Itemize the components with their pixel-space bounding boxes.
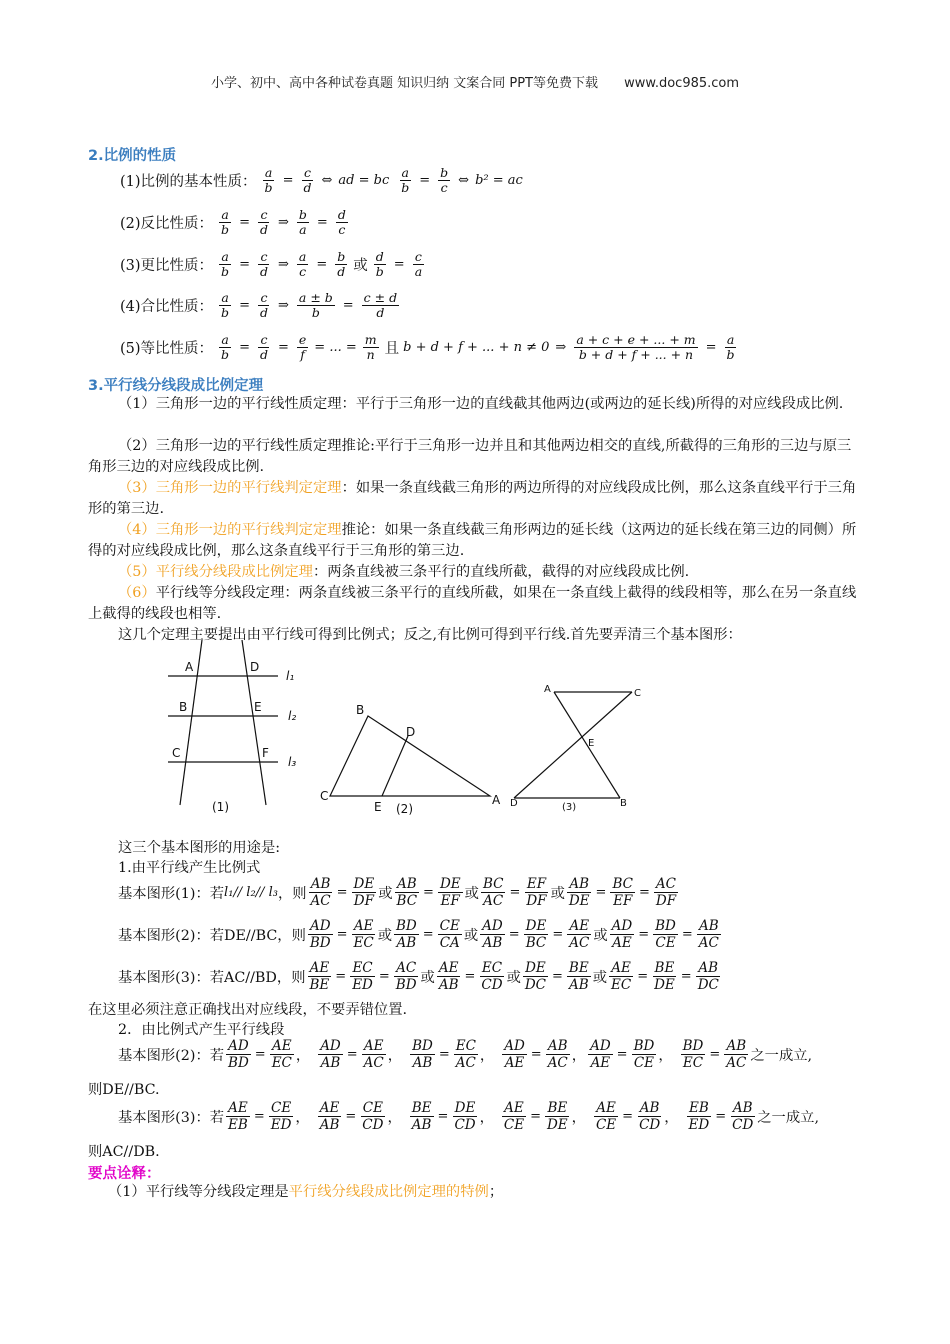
- fig1-point-c: C: [172, 746, 181, 760]
- fig3-point-c: C: [634, 688, 641, 699]
- and-text: 且: [384, 341, 400, 357]
- property-3-label: (3)更比性质：: [120, 258, 214, 274]
- intro-text: 这几个定理主要提出由平行线可得到比例式；反之,有比例可得到平行线.首先要弄清三个基本图形：: [118, 627, 742, 643]
- key-point-1: （1）平行线等分线段定理是平行线分线段成比例定理的特例；: [108, 1184, 504, 1200]
- formula-figure-3: 基本图形(3)：若AC//BD，则 $\frac{AE}{BE}$ = $\frac{EC}{ED}$ = $\frac{AC}{BD}$ 或 $\frac{AE}{AB}$ = $\frac{EC}{CD}$ 或 $\frac{DE}{DC}$ = $\frac{BE}{AB}$ 或 $\frac{AE}{EC}$ = $\frac{BE}{DE}$ = $\frac{AB}{DC}$: [118, 960, 719, 993]
- section-title-parallel: 3.平行线分线段成比例定理: [88, 378, 264, 394]
- criterion-3-label: 基本图形(3)：若: [118, 1109, 225, 1126]
- theorem-6-text: 平行线等分线段定理：两条直线被三条平行的直线所截，如果在一条直线上截得的线段相等，那么在另一条直线上截得的线段也相等.: [88, 585, 857, 622]
- figure-3: [514, 692, 632, 798]
- property-4: (4)合比性质： $\frac{a}{b}$ = $\frac{c}{d}$ ⇒ $\frac{a \pm b}{b}$ = $\frac{c \pm d}{d}$: [120, 290, 398, 320]
- fig1-point-b: B: [179, 700, 188, 714]
- basic-figures: [150, 640, 830, 825]
- fig1-point-d: D: [250, 660, 260, 674]
- theorem-3-highlight: （3）三角形一边的平行线判定定理: [118, 480, 342, 496]
- uses-text: 这三个基本图形的用途是:: [118, 840, 281, 856]
- theorem-2: （2）三角形一边的平行线性质定理推论:平行于三角形一边并且和其他两边相交的直线,所截得的三角形的三边与原三角形三边的对应线段成比例.: [88, 438, 852, 475]
- fig2-point-a: A: [492, 793, 501, 807]
- formula-figure-2: 基本图形(2)：若DE//BC，则 $\frac{AD}{BD}$ = $\frac{AE}{EC}$ 或 $\frac{BD}{AB}$ = $\frac{CE}{CA}$ 或 $\frac{AD}{AB}$ = $\frac{DE}{BC}$ = $\frac{AE}{AC}$ 或 $\frac{AD}{AE}$ = $\frac{BD}{CE}$ = $\frac{AB}{AC}$: [118, 918, 719, 951]
- heading-ratio-to-parallel: 2．由比例式产生平行线段: [118, 1022, 285, 1038]
- sum-condition: b + d + f + ... + n ≠ 0: [403, 340, 550, 355]
- criterion-figure-3: 基本图形(3)：若 $\frac{AE}{EB}$ = $\frac{CE}{ED}$ ， $\frac{AE}{AB}$ = $\frac{CE}{CD}$ ， $\frac{BE}{AB}$ = $\frac{DE}{CD}$ ， $\frac{AE}{CE}$ = $\frac{BE}{DE}$ ， $\frac{AE}{CE}$ = $\frac{AB}{CD}$ ， $\frac{EB}{ED}$ = $\frac{AB}{CD}$ 之一成立,: [118, 1100, 819, 1133]
- theorem-5: [88, 562, 858, 583]
- theorem-5-highlight: （5）平行线分线段成比例定理: [118, 564, 313, 580]
- property-4-label: (4)合比性质：: [120, 299, 214, 315]
- key-point-1-highlight: 平行线分线段成比例定理的特例: [288, 1184, 489, 1200]
- fig1-line-l2: l₂: [288, 709, 297, 723]
- theorem-6-highlight: （6）: [118, 585, 156, 601]
- theorem-5-text: ：两条直线被三条平行的直线所截，截得的对应线段成比例.: [312, 564, 690, 580]
- fig3-point-d: D: [510, 798, 518, 809]
- fig1-line-l3: l₃: [288, 755, 297, 769]
- fig2-point-d: D: [406, 725, 416, 739]
- fig1-condition: l₁// l₂// l₃: [224, 885, 278, 900]
- property-5: (5)等比性质： $\frac{a}{b}$ = $\frac{c}{d}$ = $\frac{e}{f}$ = ... = $\frac{m}{n}$ 且 b + d + f + ... + n ≠ 0 ⇒ $\frac{a + c + e + ... + m}{b + d + f + ... + n}$ = $\frac{a}{b}$: [120, 332, 735, 362]
- one-holds-text: 之一成立,: [750, 1047, 813, 1064]
- fig3-point-b: B: [620, 798, 627, 809]
- or-text: 或: [353, 258, 368, 274]
- theorem-4: [88, 520, 858, 562]
- figure-3-labels: [510, 684, 641, 813]
- note-text: 在这里必须注意正确找出对应线段，不要弄错位置.: [88, 1002, 408, 1018]
- fig1-point-f: F: [262, 746, 269, 760]
- criterion-2-label: 基本图形(2)：若: [118, 1047, 225, 1064]
- criterion-figure-2: 基本图形(2)：若 $\frac{AD}{BD}$ = $\frac{AE}{EC}$ ， $\frac{AD}{AB}$ = $\frac{AE}{AC}$ ， $\frac{BD}{AB}$ = $\frac{EC}{AC}$ ， $\frac{AD}{AE}$ = $\frac{AB}{AC}$ ， $\frac{AD}{AE}$ = $\frac{BD}{CE}$ ， $\frac{BD}{EC}$ = $\frac{AB}{AC}$ 之一成立,: [118, 1038, 813, 1071]
- theorem-1: （1）三角形一边的平行线性质定理：平行于三角形一边的直线截其他两边(或两边的延长线)所得的对应线段成比例.: [118, 396, 844, 412]
- fig1-caption: (1): [212, 800, 229, 814]
- fig1-point-e: E: [254, 700, 262, 714]
- section-title-proportion: 2.比例的性质: [88, 148, 177, 164]
- fig2-formula-label: 基本图形(2)：若DE//BC，则: [118, 927, 306, 944]
- fig1-formula-label: 基本图形(1)：若: [118, 885, 225, 902]
- property-2: (2)反比性质： $\frac{a}{b}$ = $\frac{c}{d}$ ⇒ $\frac{b}{a}$ = $\frac{d}{c}$: [120, 207, 346, 237]
- ellipsis: = ... =: [314, 340, 357, 355]
- fig3-formula-label: 基本图形(3)：若AC//BD，则: [118, 969, 306, 986]
- formula-b2-ac: b² = ac: [475, 173, 523, 188]
- conclusion-ac-db: 则AC//DB.: [88, 1144, 160, 1160]
- fig3-point-a: A: [544, 684, 551, 695]
- property-1: (1)比例的基本性质： $\frac{a}{b}$ = $\frac{c}{d}$ ⇔ ad = bc $\frac{a}{b}$ = $\frac{b}{c}$ ⇔ b² = ac: [120, 165, 523, 195]
- property-5-label: (5)等比性质：: [120, 341, 214, 357]
- theorem-4-highlight: （4）三角形一边的平行线判定定理: [118, 522, 342, 538]
- then-text: ，则: [277, 885, 307, 902]
- fig3-caption: (3): [562, 802, 577, 813]
- theorem-3-text: ：如果一条直线截三角形的两边所得的对应线段成比例，那么这条直线平行于三角形的第三边.: [88, 480, 857, 517]
- header-text: 小学、初中、高中各种试卷真题 知识归纳 文案合同 PPT等免费下载: [210, 76, 598, 91]
- fig2-point-c: C: [320, 789, 329, 803]
- theorem-4-text: 推论：如果一条直线截三角形两边的延长线（这两边的延长线在第三边的同侧）所得的对应线段成比例，那么这条直线平行于三角形的第三边.: [88, 522, 857, 559]
- fig2-point-b: B: [356, 703, 365, 717]
- fig2-caption: (2): [396, 802, 413, 816]
- heading-parallel-to-ratio: 1.由平行线产生比例式: [118, 860, 261, 876]
- figure-1-labels: [172, 660, 296, 814]
- fig1-line-l1: l₁: [286, 669, 295, 683]
- property-1-label: (1)比例的基本性质：: [120, 174, 257, 190]
- property-2-label: (2)反比性质：: [120, 216, 214, 232]
- theorem-6: [88, 583, 858, 625]
- formula-figure-1: 基本图形(1)：若 l₁// l₂// l₃ ，则 $\frac{AB}{AC}$ = $\frac{DE}{DF}$ 或 $\frac{AB}{BC}$ = $\frac{DE}{EF}$ 或 $\frac{BC}{AC}$ = $\frac{EF}{DF}$ 或 $\frac{AB}{DE}$ = $\frac{BC}{EF}$ = $\frac{AC}{DF}$: [118, 876, 677, 909]
- theorem-3: [88, 478, 858, 520]
- header-url[interactable]: www.doc985.com: [624, 76, 740, 91]
- key-points-title: 要点诠释：: [88, 1166, 161, 1182]
- fig1-point-a: A: [185, 660, 194, 674]
- formula-ad-bc: ad = bc: [338, 173, 390, 188]
- page-header: [0, 72, 950, 91]
- property-3: (3)更比性质： $\frac{a}{b}$ = $\frac{c}{d}$ ⇒ $\frac{a}{c}$ = $\frac{b}{d}$ 或 $\frac{d}{b}$ = $\frac{c}{a}$: [120, 249, 423, 279]
- fig2-point-e: E: [374, 800, 382, 814]
- fig3-point-e: E: [588, 738, 595, 749]
- conclusion-de-bc: 则DE//BC.: [88, 1082, 160, 1098]
